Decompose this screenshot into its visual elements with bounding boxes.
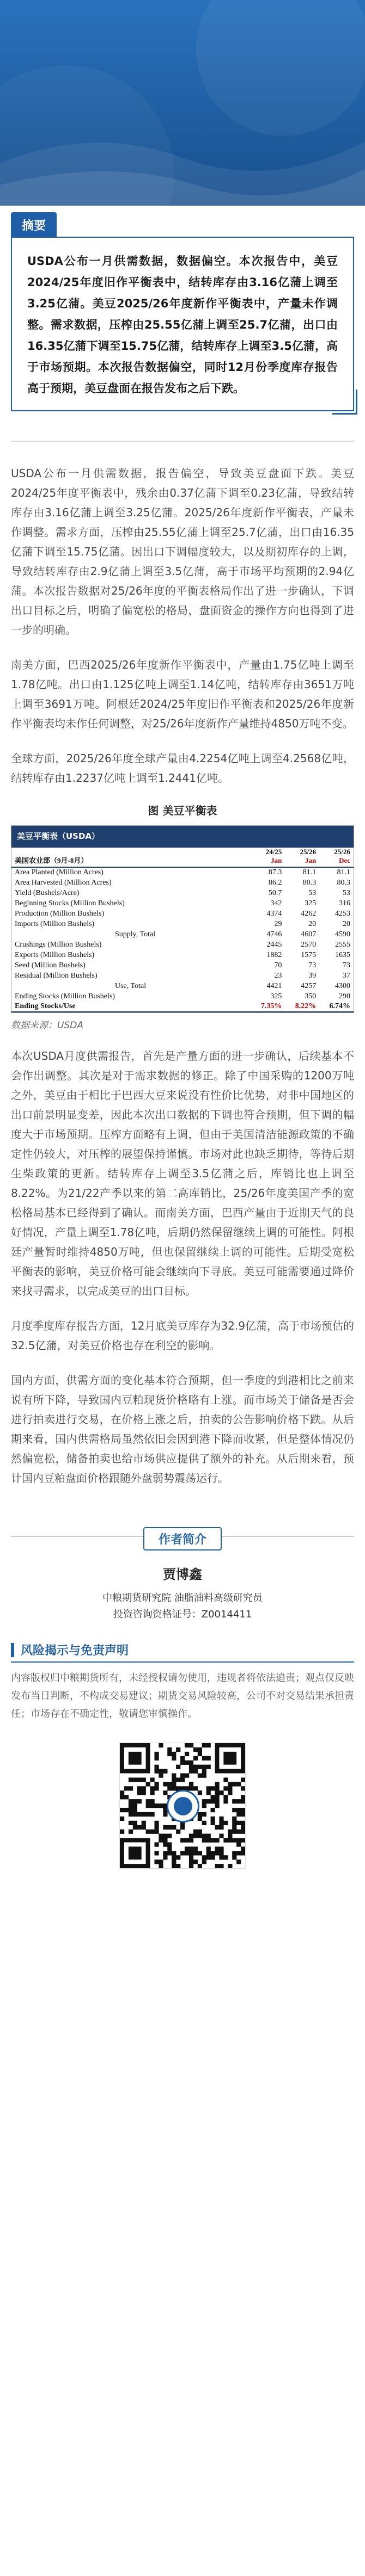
table-row xyxy=(11,1002,354,1012)
row-value: 290 xyxy=(339,992,350,1000)
column-header-year: 24/25 Jan xyxy=(251,848,285,867)
table-row xyxy=(11,898,354,909)
row-value: 81.1 xyxy=(337,868,350,876)
table-row xyxy=(11,940,354,950)
row-label: Yield (Bushels/Acre) xyxy=(15,888,80,897)
row-value: 73 xyxy=(308,961,317,969)
figure-source: 数据来源：USDA xyxy=(11,1020,83,1031)
table-row xyxy=(11,909,354,919)
table-row xyxy=(11,981,354,991)
row-value: 80.3 xyxy=(337,878,350,887)
risk-text: 内容版权归中粮期货所有，未经授权请勿使用，违规者将依法追责；观点仅反映发布当日判断，不构成交易建议；期货交易风险较高，公司不对交易结果承担责任；市场存在不确定性，敬请您审慎操作。 xyxy=(11,1672,354,1720)
balance-table xyxy=(11,825,354,1013)
row-value: 73 xyxy=(343,961,350,969)
author-title: 中粮期货研究院 油脂油料高级研究员 xyxy=(102,1592,263,1604)
row-label: Use, Total xyxy=(115,981,147,990)
row-value: 29 xyxy=(274,919,282,928)
row-label: Seed (Million Bushels) xyxy=(15,961,86,969)
risk-section xyxy=(0,1641,365,1723)
row-value: 80.3 xyxy=(302,878,317,887)
row-value: 1882 xyxy=(266,950,282,959)
paragraph: 南美方面，巴西2025/26年度新作平衡表中，产量由1.75亿吨上调至1.78亿吨。出口由1.125亿吨上调至1.14亿吨，结转库存由3651万吨上调至3691万吨。阿根廷2024/25年度旧作平衡表和2025/26年度新作平衡表均未作任何调整，对25/26年度新作产量维持4850万吨不变。 xyxy=(11,658,354,730)
row-label: Imports (Million Bushels) xyxy=(15,919,95,928)
row-label: Production (Million Bushels) xyxy=(15,909,105,918)
row-value: 20 xyxy=(343,919,350,928)
abstract-box xyxy=(11,237,354,411)
row-value: 6.74% xyxy=(319,1002,354,1012)
hero-banner xyxy=(0,0,365,218)
table-row xyxy=(11,919,354,929)
row-value: 342 xyxy=(270,899,282,907)
balance-table-grid xyxy=(11,848,354,1012)
column-header-label: 美国农业部（9月-8月） xyxy=(11,848,251,867)
risk-title: 风险揭示与免责声明 xyxy=(21,1644,129,1658)
row-value: 20 xyxy=(308,919,317,928)
row-value: 53 xyxy=(343,888,350,897)
row-value: 4607 xyxy=(301,930,317,938)
abstract-tag: 摘要 xyxy=(11,212,57,238)
paragraph: 月度季度库存报告方面，12月底美豆库存为32.9亿蒲，高于市场预估的32.5亿蒲，对美豆价格也存在利空的影响。 xyxy=(11,1319,354,1352)
paragraph: 国内方面，供需方面的变化基本符合预期，但一季度的到港相比之前来说有所下降，导致国内豆粕现货价格略有上涨。而市场关于储备是否会进行拍卖进行交易，在价格上涨之后，拍卖的公告影响价格下跌。从后期来看，国内供需格局虽然依旧会因到港下降而收紧，但是整体情况仍然偏宽松，储备拍卖也给市场供应提供了额外的补充。从后期来看，预计国内豆粕盘面价格跟随外盘弱势震荡运行。 xyxy=(11,1374,354,1485)
row-value: 4421 xyxy=(266,981,282,990)
qr-code[interactable] xyxy=(119,1743,246,1869)
row-value: 81.1 xyxy=(302,868,317,876)
row-value: 23 xyxy=(274,971,282,980)
abstract-text: USDA公布一月供需数据，数据偏空。本次报告中，美豆2024/25年度旧作平衡表中，结转库存由3.16亿蒲上调至3.25亿蒲。美豆2025/26年度新作平衡表中，产量未作调整。需求数据，压榨由25.55亿蒲上调至25.7亿蒲，出口由16.35亿蒲下调至15.75亿蒲，结转库存上调至3.5亿蒲，高于市场预期。本次报告数据偏空，同时12月份季度库存报告高于预期，美豆盘面在报告发布之后下跌。 xyxy=(27,255,338,395)
row-label: Exports (Million Bushels) xyxy=(15,950,95,959)
row-label: Beginning Stocks (Million Bushels) xyxy=(15,899,125,907)
row-value: 350 xyxy=(305,992,317,1000)
row-label: Crushings (Million Bushels) xyxy=(15,940,102,949)
row-value: 2570 xyxy=(301,940,317,949)
qr-section xyxy=(0,1743,365,1869)
row-value: 37 xyxy=(343,971,350,980)
author-section xyxy=(11,1526,354,1623)
row-value: 4374 xyxy=(266,909,282,918)
row-value: 1635 xyxy=(335,950,350,959)
row-value: 70 xyxy=(274,961,282,969)
row-value: 7.35% xyxy=(251,1002,285,1012)
author-info xyxy=(11,1590,354,1623)
paragraph: 本次USDA月度供需报告，首先是产量方面的进一步确认，后续基本不会作出调整。其次是对于需求数据的修正。除了中国采购的1200万吨之外，美豆由于相比于巴西大豆来说没有性价比优势，对非中国地区的出口前景明显变差，因此本次出口数据的下调也符合预期，但下调的幅度大于市场预期。压榨方面略有上调，但由于美国清洁能源政策的不确定性仍较大，对压榨的展望保持谨慎。市场对此也缺乏期待，等待后期生柴政策的更新。结转库存上调至3.5亿蒲之后，库销比也上调至8.22%。为21/22产季以来的第二高库销比，25/26年度美国产季的宽松格局基本已经得到了确认。而南美方面，巴西产量由于近期天气的良好情况，产量上调至1.78亿吨，后期仍然保留继续上调的可能性。阿根廷产量暂时维持4850万吨，但也保留继续上调的可能性。后期受宽松平衡表的影响，美豆价格可能会继续向下寻底。美豆可能需要通过降价来找寻需求，以完成美豆的出口目标。 xyxy=(11,1049,354,1298)
table-row xyxy=(11,888,354,898)
row-value: 2555 xyxy=(335,940,350,949)
row-label: Ending Stocks/Use xyxy=(11,1002,251,1012)
table-row xyxy=(11,867,354,878)
row-value: 316 xyxy=(339,899,350,907)
row-value: 53 xyxy=(308,888,317,897)
column-header-year: 25/26 Dec xyxy=(319,848,354,867)
row-label: Supply, Total xyxy=(115,930,156,938)
row-value: 325 xyxy=(270,992,282,1000)
table-row xyxy=(11,878,354,888)
row-value: 4746 xyxy=(266,930,282,938)
author-tag: 作者简介 xyxy=(143,1527,222,1550)
brand-logo-icon xyxy=(167,1790,199,1823)
row-label: Area Harvested (Million Acres) xyxy=(15,878,112,887)
article-body xyxy=(0,464,365,788)
row-value: 4590 xyxy=(335,930,350,938)
row-value: 4300 xyxy=(335,981,350,990)
table-row xyxy=(11,971,354,981)
row-value: 2445 xyxy=(266,940,282,949)
row-label: Ending Stocks (Million Bushels) xyxy=(15,992,115,1000)
table-row xyxy=(11,950,354,960)
hero-illustration xyxy=(0,0,365,218)
row-value: 50.7 xyxy=(268,888,282,897)
divider xyxy=(11,441,354,442)
table-title: 美豆平衡表（USDA） xyxy=(11,826,354,848)
table-row xyxy=(11,960,354,971)
row-value: 4257 xyxy=(301,981,317,990)
row-value: 86.2 xyxy=(268,878,282,887)
row-value: 4262 xyxy=(301,909,317,918)
risk-bar-decoration xyxy=(11,1643,14,1657)
column-header-year: 25/26 Jan xyxy=(285,848,319,867)
table-header-row xyxy=(11,848,354,867)
row-value: 1575 xyxy=(301,950,317,959)
figure-title: 图 美豆平衡表 xyxy=(148,804,217,817)
row-label: Residual (Million Bushels) xyxy=(15,971,98,980)
author-license: 投资咨询资格证号：Z0014411 xyxy=(113,1609,252,1620)
row-value: 8.22% xyxy=(285,1002,319,1012)
article-body-continued xyxy=(0,1046,365,1488)
row-value: 325 xyxy=(305,899,317,907)
risk-header xyxy=(11,1641,354,1663)
abstract-section xyxy=(11,212,354,411)
table-row xyxy=(11,929,354,940)
corner-decoration xyxy=(332,390,357,415)
row-value: 4253 xyxy=(335,909,350,918)
row-value: 39 xyxy=(308,971,317,980)
paragraph: 全球方面，2025/26年度全球产量由4.2254亿吨上调至4.2568亿吨，结转库存由1.2237亿吨上调至1.2441亿吨。 xyxy=(11,752,354,784)
author-name: 贾博鑫 xyxy=(163,1567,202,1582)
row-value: 87.3 xyxy=(268,868,282,876)
paragraph: USDA公布一月供需数据，报告偏空，导致美豆盘面下跌。美豆2024/25年度平衡表中，残余由0.37亿蒲下调至0.23亿蒲，导致结转库存由3.16亿蒲上调至3.25亿蒲。2025/26年度新作平衡表，产量未作调整。需求方面，压榨由25.55亿蒲上调至25.7亿蒲，出口由16.35亿蒲下调至15.75亿蒲。因出口下调幅度较大，以及期初库存的上调，导致结转库存由2.9亿蒲上调至3.5亿蒲，高于市场平均预期的2.94亿蒲。本次报告数据对25/26年度的平衡表格局作出了进一步确认，下调出口目标之后，明确了偏宽松的格局，盘面资金的操作方向也得到了进一步的明确。 xyxy=(11,467,354,637)
table-row xyxy=(11,991,354,1002)
row-label: Area Planted (Million Acres) xyxy=(15,868,104,876)
